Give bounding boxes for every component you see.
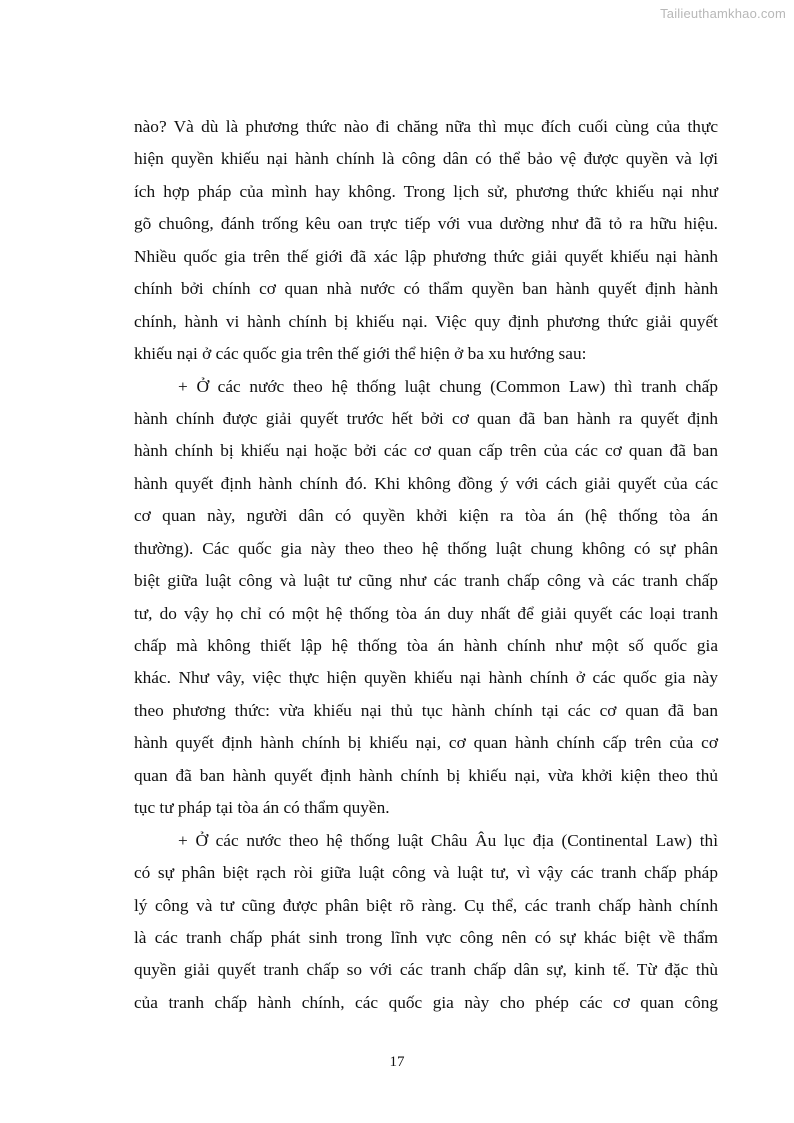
- text-line: Nhiều quốc gia trên thế giới đã xác lập phương thức giải quyết khiếu nại hành: [134, 246, 718, 266]
- text-line: hành chính bị khiếu nại hoặc bởi các cơ quan cấp trên của các cơ quan đã ban: [134, 441, 718, 461]
- text-line: quyền giải quyết tranh chấp so với các tranh chấp dân sự, kinh tế. Từ đặc thù: [134, 960, 718, 980]
- text-line: quan đã ban hành quyết định hành chính bị khiếu nại, vừa khởi kiện theo thủ: [134, 765, 718, 785]
- text-line: gõ chuông, đánh trống kêu oan trực tiếp với vua dường như đã tỏ ra hữu hiệu.: [134, 214, 718, 234]
- paragraph-first-line: + Ở các nước theo hệ thống luật Châu Âu lục địa (Continental Law) thì: [178, 830, 718, 850]
- text-line: có sự phân biệt rạch ròi giữa luật công và luật tư, vì vậy các tranh chấp pháp: [134, 863, 718, 883]
- text-line: tục tư pháp tại tòa án có thẩm quyền.: [134, 798, 390, 818]
- text-line: chính, hành vi hành chính bị khiếu nại. Việc quy định phương thức giải quyết: [134, 311, 718, 331]
- text-line: chính bởi chính cơ quan nhà nước có thẩm quyền ban hành quyết định hành: [134, 279, 718, 299]
- text-line: ích hợp pháp của mình hay không. Trong lịch sử, phương thức khiếu nại như: [134, 181, 718, 201]
- text-line: khác. Như vây, việc thực hiện quyền khiếu nại hành chính ở các quốc gia này: [134, 668, 718, 688]
- text-line: nào? Và dù là phương thức nào đi chăng nữa thì mục đích cuối cùng của thực: [134, 117, 718, 136]
- text-line: lý công và tư cũng được phân biệt rõ ràng. Cụ thể, các tranh chấp hành chính: [134, 895, 718, 915]
- text-line: chấp mà không thiết lập hệ thống tòa án hành chính như một số quốc gia: [134, 636, 718, 655]
- text-line: khiếu nại ở các quốc gia trên thế giới thể hiện ở ba xu hướng sau:: [134, 344, 587, 364]
- text-line: hiện quyền khiếu nại hành chính là công dân có thể bảo vệ được quyền và lợi: [134, 149, 718, 169]
- text-line: hành chính được giải quyết trước hết bởi cơ quan đã ban hành ra quyết định: [134, 408, 718, 428]
- watermark: Tailieuthamkhao.com: [660, 6, 786, 21]
- text-line: biệt giữa luật công và luật tư cũng như các tranh chấp công và các tranh chấp: [134, 571, 718, 591]
- text-line: hành quyết định hành chính đó. Khi không đồng ý với cách giải quyết của các: [134, 473, 718, 493]
- text-line: tư, do vậy họ chỉ có một hệ thống tòa án duy nhất để giải quyết các loại tranh: [134, 603, 718, 623]
- text-line: hành quyết định hành chính bị khiếu nại, cơ quan hành chính cấp trên của cơ: [134, 733, 718, 753]
- text-line: là các tranh chấp phát sinh trong lĩnh vực công nên có sự khác biệt về thẩm: [134, 927, 718, 947]
- text-line: thường). Các quốc gia này theo theo hệ thống luật chung không có sự phân: [134, 538, 718, 558]
- text-line: của tranh chấp hành chính, các quốc gia này cho phép các cơ quan công: [134, 992, 718, 1012]
- page-body: [134, 111, 718, 1019]
- text-line: cơ quan này, người dân có quyền khởi kiện ra tòa án (hệ thống tòa án: [134, 506, 718, 526]
- paragraph-first-line: + Ở các nước theo hệ thống luật chung (Common Law) thì tranh chấp: [178, 376, 718, 396]
- text-line: theo phương thức: vừa khiếu nại thủ tục hành chính tại các cơ quan đã ban: [134, 700, 718, 720]
- page-number: 17: [389, 1054, 405, 1070]
